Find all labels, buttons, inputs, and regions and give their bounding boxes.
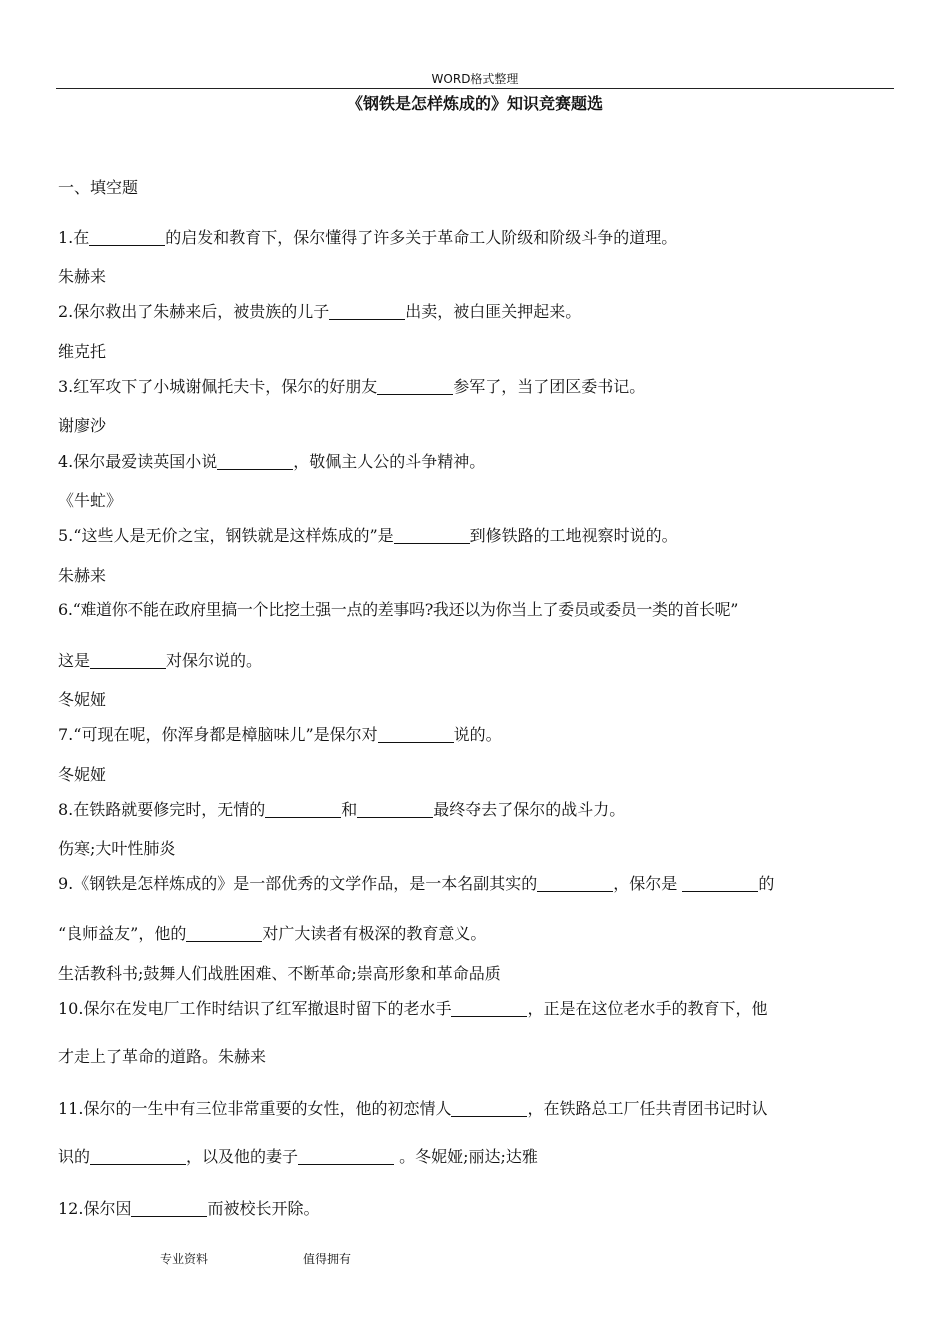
question-3: 3.红军攻下了小城谢佩托夫卡，保尔的好朋友 参军了，当了团区委书记。 [58,377,646,396]
question-6-line-1: 6.“难道你不能在政府里搞一个比挖土强一点的差事吗?我还以为你当上了委员或委员一类的首长呢” [58,600,739,619]
question-9-line-1: 9.《钢铁是怎样炼成的》是一部优秀的文学作品，是一本名副其实的 ，保尔是 的 [58,874,775,893]
question-7: 7.“可现在呢，你浑身都是樟脑味儿”是保尔对 说的。 [58,725,502,744]
page-header: WORD格式整理 [431,72,519,86]
blank-field [89,229,165,246]
answer-7: 冬妮娅 [58,765,107,784]
blank-field [298,1148,394,1165]
section-heading: 一、填空题 [58,178,139,197]
blank-field [394,527,470,544]
blank-field [451,1000,527,1017]
header-rule [56,88,894,89]
blank-field [377,378,453,395]
question-10-line-1: 10.保尔在发电厂工作时结识了红军撤退时留下的老水手 ，正是在这位老水手的教育下，他 [58,999,768,1018]
blank-field [217,453,293,470]
blank-field [329,303,405,320]
answer-6: 冬妮娅 [58,690,107,709]
footer-left: 专业资料 [160,1252,209,1266]
question-4: 4.保尔最爱读英国小说 ，敬佩主人公的斗争精神。 [58,452,486,471]
blank-field [131,1200,207,1217]
answer-8: 伤寒;大叶性肺炎 [58,839,176,858]
question-10-line-2: 才走上了革命的道路。朱赫来 [58,1047,267,1066]
answer-2: 维克托 [58,342,107,361]
question-12: 12.保尔因 而被校长开除。 [58,1199,320,1218]
footer-right: 值得拥有 [303,1252,352,1266]
blank-field [265,801,341,818]
question-6-line-2: 这是 对保尔说的。 [58,651,263,670]
question-9-line-2: “良师益友”，他的 对广大读者有极深的教育意义。 [58,924,487,943]
question-11-line-2: 识的 ，以及他的妻子 。冬妮娅;丽达;达雅 [58,1147,538,1166]
answer-5: 朱赫来 [58,566,107,585]
blank-field [537,875,613,892]
blank-field [357,801,433,818]
blank-field [451,1100,527,1117]
blank-field [90,652,166,669]
blank-field [682,875,758,892]
question-11-line-1: 11.保尔的一生中有三位非常重要的女性，他的初恋情人 ，在铁路总工厂任共青团书记时认 [58,1099,768,1118]
blank-field [378,726,454,743]
question-1: 1.在 的启发和教育下，保尔懂得了许多关于革命工人阶级和阶级斗争的道理。 [58,228,678,247]
question-5: 5.“这些人是无价之宝，钢铁就是这样炼成的”是 到修铁路的工地视察时说的。 [58,526,678,545]
answer-9: 生活教科书;鼓舞人们战胜困难、不断革命;崇高形象和革命品质 [58,964,501,983]
blank-field [90,1148,186,1165]
answer-4: 《牛虻》 [58,491,123,510]
question-8: 8.在铁路就要修完时，无情的 和 最终夺去了保尔的战斗力。 [58,800,626,819]
question-2: 2.保尔救出了朱赫来后，被贵族的儿子 出卖，被白匪关押起来。 [58,302,582,321]
document-title: 《钢铁是怎样炼成的》知识竞赛题选 [346,94,603,113]
answer-1: 朱赫来 [58,267,107,286]
answer-3: 谢廖沙 [58,416,107,435]
blank-field [186,925,262,942]
